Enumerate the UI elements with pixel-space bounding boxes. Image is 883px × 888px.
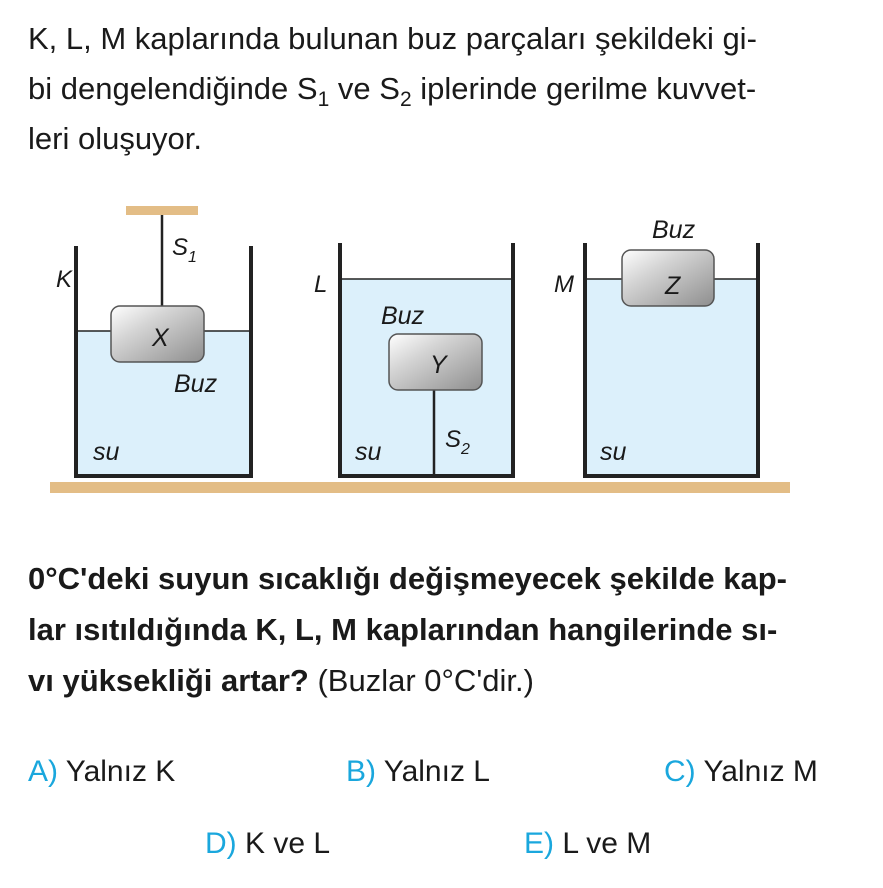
option-d-text: K ve L xyxy=(236,827,331,860)
option-b-letter: B) xyxy=(346,755,376,788)
option-b[interactable] xyxy=(346,754,490,790)
option-c-text: Yalnız M xyxy=(695,755,818,788)
liquid-label-k: su xyxy=(93,438,120,466)
question-line-2: lar ısıtıldığında K, L, M kaplarından hangilerinde sı- xyxy=(28,612,778,647)
container-m xyxy=(554,216,758,476)
s1-subscript: 1 xyxy=(317,88,330,111)
option-c[interactable] xyxy=(664,754,818,790)
question-line-1: 0°C'deki suyun sıcaklığı değişmeyecek şekilde kap- xyxy=(28,561,787,596)
ice-label-l: Buz xyxy=(381,302,425,330)
liquid-label-m: su xyxy=(600,438,627,466)
option-e[interactable] xyxy=(524,826,651,862)
block-label-z: Z xyxy=(665,272,681,300)
intro-line-2b: ve S xyxy=(329,71,400,106)
intro-line-2c: iplerinde gerilme kuvvet- xyxy=(411,71,757,106)
question-line-3-bold: vı yüksekliği artar? xyxy=(28,663,309,698)
option-b-text: Yalnız L xyxy=(376,755,490,788)
ceiling-bar xyxy=(126,206,198,215)
block-label-y: Y xyxy=(430,351,447,379)
label-k: K xyxy=(56,266,73,293)
s1-letter: S xyxy=(172,234,189,261)
intro-line-2a: bi dengelendiğinde S xyxy=(28,71,318,106)
option-a-letter: A) xyxy=(28,755,58,788)
ice-label-k: Buz xyxy=(174,370,218,398)
option-e-letter: E) xyxy=(524,827,554,860)
container-k xyxy=(56,206,251,476)
option-c-letter: C) xyxy=(664,755,696,788)
option-d-letter: D) xyxy=(205,827,237,860)
liquid-label-l: su xyxy=(355,438,382,466)
intro-line-3: leri oluşuyor. xyxy=(28,121,203,156)
block-label-x: X xyxy=(152,324,169,352)
option-a[interactable] xyxy=(28,754,175,790)
option-d[interactable] xyxy=(205,826,330,862)
option-a-text: Yalnız K xyxy=(58,755,176,788)
question-text xyxy=(28,553,863,706)
s2-subscript: 2 xyxy=(399,88,412,111)
label-m: M xyxy=(554,271,574,298)
option-e-text: L ve M xyxy=(554,827,652,860)
intro-line-1: K, L, M kaplarında bulunan buz parçaları şekildeki gi- xyxy=(28,21,757,56)
ice-label-m: Buz xyxy=(652,216,696,244)
question-line-3-note: (Buzlar 0°C'dir.) xyxy=(308,663,534,698)
s2-letter: S xyxy=(445,426,462,453)
string-label-s1 xyxy=(172,234,197,266)
label-l: L xyxy=(314,271,328,298)
s1-sub: 1 xyxy=(188,249,197,266)
ground-shelf xyxy=(50,482,790,493)
s2-sub: 2 xyxy=(461,441,470,458)
container-l xyxy=(314,243,513,476)
containers-figure xyxy=(0,190,883,510)
intro-paragraph xyxy=(28,14,858,164)
